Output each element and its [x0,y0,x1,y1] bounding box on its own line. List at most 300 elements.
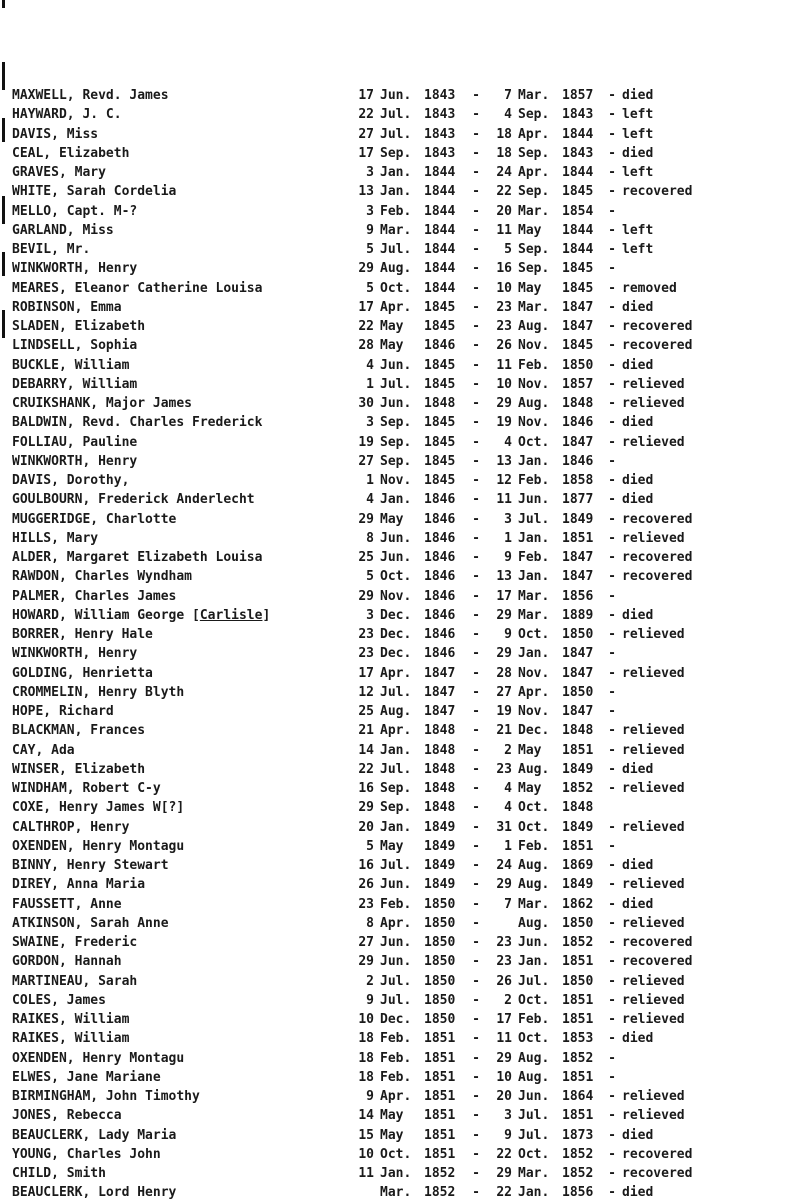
person-name [12,1010,350,1029]
end-year: 1852 [562,1146,594,1162]
start-month: Sep. [380,145,412,161]
start-day: 27 [358,453,374,469]
outcome-separator: - [608,107,616,123]
end-year: 1851 [562,742,594,758]
date-separator: - [472,992,480,1008]
date-separator: - [472,800,480,816]
start-month: Oct. [380,569,412,585]
person-name-text: HAYWARD, J. C. [12,107,122,123]
start-month: Jul. [380,107,412,123]
person-name [12,798,350,817]
outcome: died [622,145,654,161]
person-name-text: DEBARRY, William [12,376,138,392]
outcome-separator [602,798,622,817]
end-month: Jan. [518,453,550,469]
end-year: 1849 [562,761,594,777]
register-row [12,606,792,625]
start-day: 8 [366,915,374,931]
person-name [12,856,350,875]
person-name-text: OXENDEN, Henry Montagu [12,1050,185,1066]
register-row [12,336,792,355]
person-name [12,413,350,432]
end-year: 1851 [562,954,594,970]
end-year: 1847 [562,299,594,315]
outcome-separator: - [608,1089,616,1104]
person-name [12,972,350,991]
scan-edge-mark [2,0,5,8]
person-name [12,1106,350,1125]
outcome [622,1049,732,1068]
outcome-separator: - [608,492,616,508]
start-year: 1846 [424,492,456,508]
start-year: 1852 [424,1185,456,1201]
person-name [12,1049,350,1068]
start-year: 1844 [424,242,456,257]
person-name [12,914,350,933]
end-month: May [518,222,542,238]
start-day: 5 [366,569,374,585]
outcome [622,644,732,663]
person-name-text: CRUIKSHANK, Major James [12,396,193,411]
start-month: Jan. [380,165,412,180]
person-name-text: HOPE, Richard [12,704,114,719]
end-year: 1846 [562,453,594,469]
end-year: 1851 [562,1108,594,1124]
start-year: 1848 [424,742,456,758]
outcome: relieved [622,915,685,931]
end-day: 29 [496,607,512,623]
end-day: 9 [504,627,512,642]
end-day: 16 [496,261,512,277]
start-month: Nov. [380,588,412,604]
date-separator: - [472,511,480,527]
person-name-text: BEAUCLERK, Lady Maria [12,1127,177,1143]
start-month: Sep. [380,781,412,796]
end-month: Feb. [518,550,550,565]
end-day: 10 [496,376,512,392]
register-row [12,86,792,105]
start-day: 30 [358,396,374,411]
end-day: 2 [504,992,512,1008]
person-name [12,991,350,1010]
start-day: 29 [358,261,374,277]
start-day: 3 [366,203,374,219]
start-day: 27 [358,126,374,142]
end-day: 4 [504,107,512,123]
register-row [12,182,792,201]
date-separator: - [472,415,480,431]
person-name [12,1183,350,1202]
outcome: died [622,896,654,912]
start-day: 25 [358,704,374,719]
start-month: May [380,319,404,334]
start-year: 1846 [424,530,456,546]
start-month: Feb. [380,1050,412,1066]
end-year: 1850 [562,973,594,989]
start-year: 1846 [424,338,456,354]
start-year: 1847 [424,704,456,719]
outcome: relieved [622,781,685,796]
start-month: Jul. [380,992,412,1008]
outcome: recovered [622,319,693,334]
person-name [12,1164,350,1183]
end-year: 1843 [562,145,594,161]
register-row [12,1106,792,1125]
end-day: 7 [504,896,512,912]
scan-edge-mark [2,310,5,338]
register-row [12,105,792,124]
end-year: 1848 [562,723,594,739]
end-month: Sep. [518,145,550,161]
person-name-text: ATKINSON, Sarah Anne [12,915,169,931]
person-name-text: BALDWIN, Revd. Charles Frederick [12,415,263,431]
outcome-separator: - [608,415,616,431]
start-year: 1851 [424,1031,456,1047]
outcome: recovered [622,935,693,950]
register-row [12,1087,792,1106]
register-row [12,125,792,144]
date-separator: - [472,145,480,161]
start-year: 1845 [424,299,456,315]
date-separator: - [472,1069,480,1085]
end-day: 11 [496,222,512,238]
end-month: Feb. [518,838,550,854]
start-year: 1848 [424,781,456,796]
outcome-separator: - [608,1012,616,1027]
register-row [12,317,792,336]
start-day: 21 [358,723,374,739]
register-row [12,144,792,163]
register-row [12,433,792,452]
start-month: Apr. [380,665,412,681]
end-day: 13 [496,453,512,469]
end-month: Jan. [518,954,550,970]
start-month: Sep. [380,434,412,450]
person-name [12,317,350,336]
end-year: 1850 [562,627,594,642]
start-year: 1847 [424,684,456,700]
start-month: Dec. [380,646,412,662]
person-name [12,548,350,567]
person-name-text: DAVIS, Miss [12,126,99,142]
date-separator: - [472,627,480,642]
end-day: 9 [504,550,512,565]
person-name-text: BEVIL, Mr. [12,242,91,257]
date-separator: - [472,588,480,604]
start-day: 25 [358,550,374,565]
person-name [12,1029,350,1048]
start-day: 1 [366,473,374,488]
person-name [12,471,350,490]
end-month: Sep. [518,184,550,200]
end-month: Nov. [518,376,550,392]
start-year: 1844 [424,261,456,277]
start-year: 1846 [424,550,456,565]
start-day: 17 [358,145,374,161]
end-day: 11 [496,1031,512,1047]
date-separator: - [472,915,480,931]
start-month: Jun. [380,935,412,950]
end-month: Oct. [518,434,550,450]
start-month: Jul. [380,376,412,392]
end-day: 4 [504,781,512,796]
outcome-separator: - [608,742,616,758]
person-name-text: OXENDEN, Henry Montagu [12,838,185,854]
outcome: died [622,415,654,431]
end-year: 1845 [562,280,594,296]
end-year: 1877 [562,492,594,508]
person-name [12,567,350,586]
start-year: 1849 [424,877,456,893]
outcome-separator: - [608,954,616,970]
end-day: 2 [504,742,512,758]
outcome-separator: - [608,1185,616,1201]
person-name [12,952,350,971]
date-separator: - [472,742,480,758]
end-month: Mar. [518,299,550,315]
outcome: relieved [622,434,685,450]
end-month: Aug. [518,1069,550,1085]
end-year: 1854 [562,203,594,219]
start-year: 1845 [424,415,456,431]
start-year: 1848 [424,800,456,816]
end-year: 1847 [562,569,594,585]
end-month: Mar. [518,88,550,103]
outcome: recovered [622,184,693,200]
start-year: 1846 [424,569,456,585]
start-month: Apr. [380,723,412,739]
person-name-text: LINDSELL, Sophia [12,338,138,354]
outcome: relieved [622,723,685,739]
start-day: 17 [358,299,374,315]
start-year: 1843 [424,145,456,161]
start-month: Sep. [380,453,412,469]
outcome [622,837,732,856]
register-row [12,644,792,663]
start-year: 1851 [424,1127,456,1143]
register-row [12,875,792,894]
register-row [12,779,792,798]
start-month: Jun. [380,396,412,411]
start-year: 1845 [424,473,456,488]
date-separator: - [472,376,480,392]
start-day: 3 [366,607,374,623]
end-day: 9 [504,1127,512,1143]
end-day: 22 [496,184,512,200]
person-name [12,510,350,529]
end-year: 1852 [562,935,594,950]
register-row [12,567,792,586]
person-name [12,202,350,221]
date-separator: - [472,165,480,180]
person-name [12,837,350,856]
end-day: 20 [496,203,512,219]
person-name [12,86,350,105]
person-name [12,1087,350,1106]
person-name [12,375,350,394]
person-name-text: WINKWORTH, Henry [12,646,138,662]
end-day: 18 [496,145,512,161]
person-name-text: COLES, James [12,992,106,1008]
end-year: 1862 [562,896,594,912]
outcome: recovered [622,1146,693,1162]
start-day: 18 [358,1031,374,1047]
person-name-text: BORRER, Henry Hale [12,627,153,642]
start-month: Jul. [380,761,412,777]
outcome-separator: - [608,992,616,1008]
start-year: 1845 [424,453,456,469]
end-month: Jan. [518,1185,550,1201]
start-day: 17 [358,665,374,681]
register-row [12,721,792,740]
outcome-separator: - [608,511,616,527]
start-year: 1850 [424,1012,456,1027]
date-separator: - [472,396,480,411]
start-month: Jan. [380,819,412,835]
register-row [12,1183,792,1202]
person-name-text: MEARES, Eleanor Catherine Louisa [12,280,263,296]
start-year: 1846 [424,588,456,604]
start-day: 4 [366,357,374,373]
start-day [350,1183,374,1202]
register-row [12,1145,792,1164]
end-year: 1843 [562,107,594,123]
end-month: Aug. [518,396,550,411]
outcome: removed [622,280,677,296]
person-name-text: BIRMINGHAM, John Timothy [12,1089,200,1104]
person-name-text: MELLO, Capt. M-? [12,203,138,219]
register-row [12,413,792,432]
end-year: 1845 [562,338,594,354]
person-name [12,779,350,798]
register-row [12,856,792,875]
end-day: 12 [496,473,512,488]
person-name-text: WINDHAM, Robert C-y [12,781,161,796]
date-separator: - [472,473,480,488]
person-name-text: PALMER, Charles James [12,588,177,604]
end-day: 29 [496,396,512,411]
end-year: 1846 [562,415,594,431]
date-separator: - [472,858,480,873]
start-month: Nov. [380,473,412,488]
start-month: Jul. [380,126,412,142]
person-name-text: GOULBOURN, Frederick Anderlecht [12,492,255,508]
register-row [12,452,792,471]
date-separator: - [472,1127,480,1143]
outcome: left [622,165,654,180]
start-month: May [380,511,404,527]
start-day: 29 [358,954,374,970]
start-year: 1845 [424,434,456,450]
end-month: Sep. [518,242,550,257]
outcome: relieved [622,1108,685,1124]
end-year: 1869 [562,858,594,873]
start-year: 1850 [424,992,456,1008]
register-row [12,818,792,837]
register-row [12,375,792,394]
end-month: May [518,781,542,796]
register-row [12,1068,792,1087]
start-day: 10 [358,1146,374,1162]
register-row [12,702,792,721]
person-name [12,895,350,914]
end-year: 1845 [562,261,594,277]
end-month: Jan. [518,646,550,662]
end-day: 19 [496,415,512,431]
end-year: 1847 [562,665,594,681]
scan-edge-mark [2,62,5,90]
start-day: 12 [358,684,374,700]
start-month: Mar. [380,222,412,238]
register-row [12,221,792,240]
start-month: Jan. [380,1166,412,1181]
person-name [12,433,350,452]
end-day: 23 [496,299,512,315]
start-month: Jun. [380,530,412,546]
end-year: 1856 [562,588,594,604]
start-day: 16 [358,781,374,796]
start-month: Jul. [380,242,412,257]
start-month: Jun. [380,357,412,373]
start-month: Dec. [380,627,412,642]
register-row [12,972,792,991]
person-name [12,221,350,240]
outcome-separator: - [608,781,616,796]
date-separator: - [472,646,480,662]
date-separator: - [472,819,480,835]
register-row [12,163,792,182]
outcome: died [622,492,654,508]
date-separator: - [472,434,480,450]
outcome: died [622,1127,654,1143]
register-row [12,760,792,779]
start-day: 15 [358,1127,374,1143]
end-year: 1844 [562,222,594,238]
person-name-text: CAY, Ada [12,742,75,758]
date-separator: - [472,319,480,334]
date-separator: - [472,1031,480,1047]
start-day: 8 [366,530,374,546]
person-name-text: CROMMELIN, Henry Blyth [12,684,185,700]
date-separator: - [472,1050,480,1066]
person-name-text: WHITE, Sarah Cordelia [12,184,177,200]
outcome-separator: - [608,473,616,488]
person-name [12,1068,350,1087]
person-name [12,279,350,298]
start-day: 19 [358,434,374,450]
outcome: died [622,761,654,777]
date-separator: - [472,242,480,257]
end-month: Aug. [518,915,550,931]
outcome-separator: - [608,569,616,585]
start-day: 3 [366,165,374,180]
start-month: Aug. [380,704,412,719]
start-day: 5 [366,280,374,296]
date-separator: - [472,781,480,796]
start-month: Oct. [380,1146,412,1162]
person-name-text: DIREY, Anna Maria [12,877,146,893]
end-year: 1851 [562,530,594,546]
end-month: Jan. [518,530,550,546]
start-month: Apr. [380,299,412,315]
end-day: 21 [496,723,512,739]
start-day: 11 [358,1166,374,1181]
register-row [12,952,792,971]
outcome-separator: - [608,973,616,989]
person-name-text: BLACKMAN, Frances [12,723,146,739]
person-name [12,356,350,375]
start-month: Jun. [380,877,412,893]
